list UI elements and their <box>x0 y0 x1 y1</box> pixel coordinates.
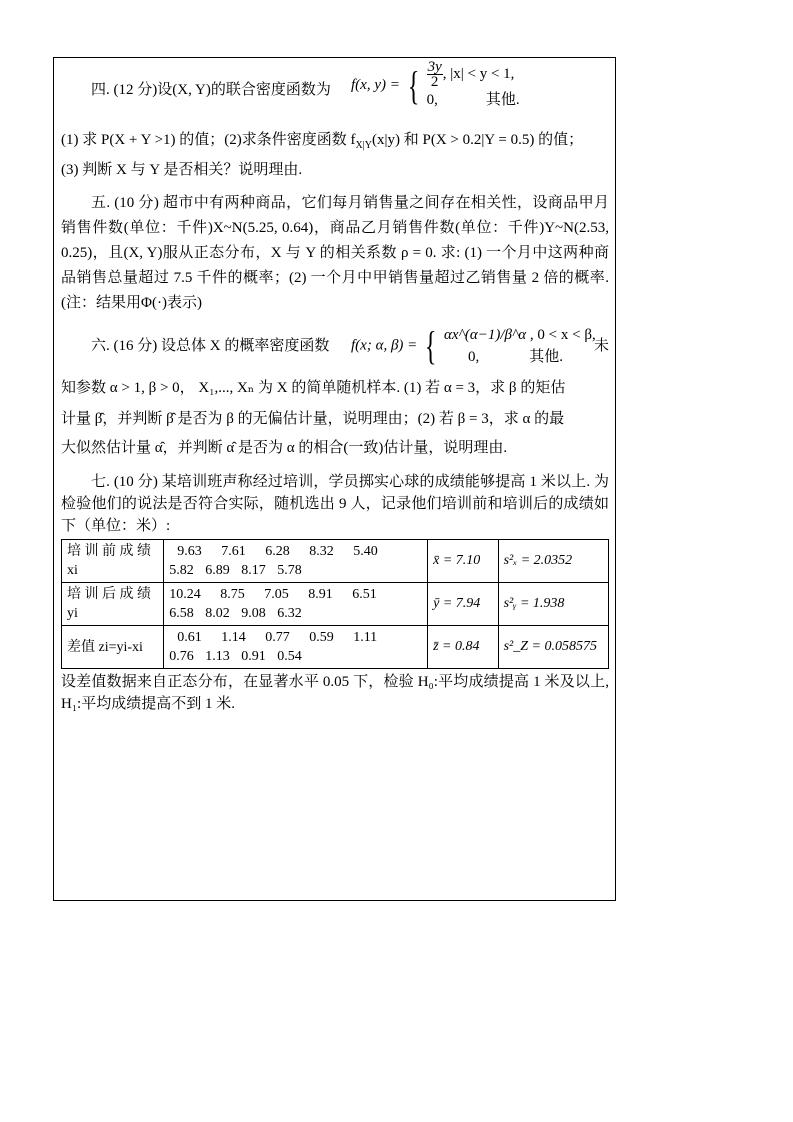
row-label <box>62 583 164 626</box>
value: 0.59 <box>309 630 334 645</box>
value: 5.78 <box>277 563 302 578</box>
value: 0.54 <box>277 649 302 664</box>
population-density-formula <box>351 324 596 368</box>
values-line-1 <box>169 542 422 561</box>
row-mean: ȳ = 7.94 <box>428 583 499 626</box>
question-6-line-3: 计量 β̂，并判断 β̂ 是否为 β 的无偏估计量，说明理由；(2) 若 β = 3，求 α 的最 <box>61 411 565 427</box>
case-2-value: 0, <box>467 349 480 365</box>
value: 5.40 <box>353 544 378 559</box>
value: 8.75 <box>220 587 245 602</box>
value: 0.91 <box>241 649 266 664</box>
row-label-bottom: yi <box>67 606 78 621</box>
case-row-1 <box>427 60 520 89</box>
value: 9.63 <box>177 544 202 559</box>
row-mean: x̄ = 7.10 <box>428 540 499 583</box>
question-6-line-4: 大似然估计量 α̂，并判断 α̂ 是否为 α 的相合(一致)估计量，说明理由. <box>61 440 508 456</box>
case-row-2 <box>427 89 520 111</box>
value: 8.91 <box>308 587 333 602</box>
fraction <box>427 60 443 89</box>
row-label-top: 培 训 后 成 绩 <box>67 587 151 602</box>
row-values <box>164 583 428 626</box>
row-values <box>164 540 428 583</box>
values-line-2 <box>169 647 422 666</box>
value: 5.82 <box>169 563 194 578</box>
row-values <box>164 626 428 669</box>
fraction-numerator: 3y <box>427 59 442 75</box>
value: 6.58 <box>169 606 194 621</box>
value: 0.61 <box>177 630 202 645</box>
question-6-line-2: 知参数 α > 1, β > 0， X₁,..., Xₙ 为 X 的简单随机样本. (1) 若 α = 3，求 β 的矩估 <box>61 380 566 396</box>
value: 8.02 <box>205 606 230 621</box>
row-variance: s²ₓ = 2.0352 <box>498 540 608 583</box>
value: 6.89 <box>205 563 230 578</box>
values-line-2 <box>169 604 422 623</box>
question-6-header <box>61 324 609 368</box>
left-brace-icon: { <box>407 62 419 108</box>
question-4-text-a: (1) 求 P(X + Y >1) 的值；(2)求条件密度函数 f <box>61 132 356 148</box>
case-2-value: 0, <box>426 92 438 108</box>
case-2-condition: 其他. <box>529 349 563 365</box>
row-label-top: 培 训 前 成 绩 <box>67 544 151 559</box>
question-7: 七. (10 分) 某培训班声称经过培训，学员掷实心球的成绩能够提高 1 米以上. 为检验他们的说法是否符合实际，随机选出 9 人，记录他们培训前和培训后的成绩如下（单位：米）: <box>61 474 609 534</box>
table-row <box>62 540 609 583</box>
value: 1.13 <box>205 649 230 664</box>
table-row <box>62 626 609 669</box>
table-row <box>62 583 609 626</box>
value: 9.08 <box>241 606 266 621</box>
value: 6.28 <box>265 544 290 559</box>
piecewise-cases <box>427 60 520 111</box>
question-7-conclusion: 设差值数据来自正态分布，在显著水平 0.05 下，检验 H₀:平均成绩提高 1 米及以上, H₁:平均成绩提高不到 1 米. <box>61 674 609 712</box>
values-line-2 <box>169 561 422 580</box>
value: 1.14 <box>221 630 246 645</box>
values-line-1 <box>169 628 422 647</box>
question-4-header <box>61 58 609 128</box>
question-6-lead: 六. (16 分) 设总体 X 的概率密度函数 <box>91 338 330 354</box>
exam-page-frame <box>53 57 616 901</box>
value: 7.05 <box>264 587 289 602</box>
case-1-condition: , |x| < y < 1, <box>442 65 515 82</box>
row-label-top: 差值 zi=yi-xi <box>67 639 143 655</box>
row-mean: z̄ = 0.84 <box>428 626 499 669</box>
value: 1.11 <box>353 630 378 645</box>
value: 0.77 <box>265 630 290 645</box>
fraction-denominator: 2 <box>430 74 439 90</box>
conditional-subscript: X|Y <box>355 140 372 151</box>
value: 6.32 <box>277 606 302 621</box>
value: 0.76 <box>169 649 194 664</box>
density-lhs: f(x, y) = <box>351 76 400 93</box>
row-variance: s²ᵧ = 1.938 <box>498 583 608 626</box>
density-lhs: f(x; α, β) = <box>351 337 418 354</box>
case-row-2 <box>444 346 596 368</box>
row-label <box>62 626 164 669</box>
joint-density-formula <box>351 60 520 111</box>
question-4-line-2 <box>61 128 609 158</box>
piecewise-cases <box>444 324 596 368</box>
value: 7.61 <box>221 544 246 559</box>
case-1-condition: 0 < x < β, <box>537 327 596 343</box>
row-label <box>62 540 164 583</box>
value: 6.51 <box>352 587 377 602</box>
row-label-bottom: xi <box>67 563 78 578</box>
question-4-line-3: (3) 判断 X 与 Y 是否相关？说明理由. <box>61 162 303 178</box>
question-4-text-b: (x|y) 和 P(X > 0.2|Y = 0.5) 的值； <box>371 132 584 148</box>
value: 8.17 <box>241 563 266 578</box>
left-brace-icon: { <box>424 323 437 368</box>
question-5: 五. (10 分) 超市中有两种商品，它们每月销售量之间存在相关性，设商品甲月销售件数(单位：千件)X~N(5.25, 0.64)，商品乙月销售件数(单位：千件)Y~N(2.53, 0.25)，且(X, Y)服从正态分布，X 与 Y 的相关系数 ρ = 0. 求: (1) 一个月中这两种商品销售总量超过 7.5 千件的概率；(2) 一个月中甲销售量超过乙销售量 2 倍的概率.(注：结果用Φ(·)表示) <box>61 195 609 311</box>
case-2-condition: 其他. <box>485 92 520 108</box>
question-4-lead: 四. (12 分)设(X, Y)的联合密度函数为 <box>91 82 331 98</box>
values-line-1 <box>169 585 422 604</box>
exam-content <box>61 58 609 715</box>
row-variance: s²_Z = 0.058575 <box>498 626 608 669</box>
scores-table <box>61 539 609 669</box>
value: 8.32 <box>309 544 334 559</box>
case-1-value: αx^(α−1)/β^α , <box>443 327 534 343</box>
case-row-1 <box>444 324 596 346</box>
question-6-tail: 未 <box>593 338 609 354</box>
value: 10.24 <box>169 587 201 602</box>
